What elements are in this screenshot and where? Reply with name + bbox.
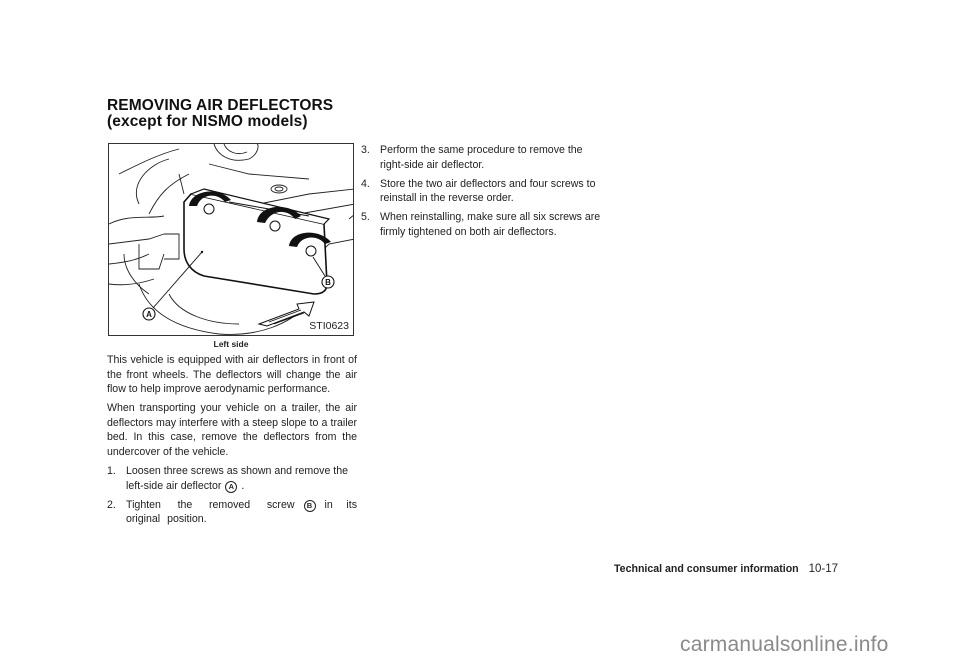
steps-list-part1: [107, 464, 357, 527]
footer-section-title: Technical and consumer information: [614, 563, 799, 575]
step-item: [107, 498, 357, 527]
step-number: 4.: [361, 177, 370, 190]
figure-code: STI0623: [309, 320, 349, 332]
step-text: When reinstalling, make sure all six screws are firmly tightened on both air deflectors.: [380, 211, 601, 238]
illustration-air-deflector: [108, 143, 354, 336]
step-text-after: .: [241, 479, 245, 492]
step-number: 1.: [107, 465, 116, 478]
step-text-after: in its original position.: [126, 498, 357, 526]
watermark: carmanualsonline.info: [680, 633, 889, 656]
step-item: [361, 210, 601, 239]
left-column: [107, 353, 357, 532]
figure-caption: Left side: [213, 339, 249, 349]
page-footer: [614, 563, 838, 575]
heading-line-2: (except for NISMO models): [107, 113, 308, 130]
deflector-diagram: [109, 144, 354, 336]
steps-list-part2: [361, 143, 601, 240]
step-text: Loosen three screws as shown and remove the left-side air deflector: [126, 465, 349, 492]
step-item: [361, 143, 601, 172]
step-item: [107, 464, 357, 493]
intro-paragraph: This vehicle is equipped with air deflectors in front of the front wheels. The deflectors will change the air flow to help improve aerodynamic performance.: [107, 354, 357, 396]
page-number: 10-17: [808, 563, 839, 575]
step-text: Perform the same procedure to remove the right-side air deflector.: [380, 144, 583, 171]
callout-a-icon: A: [225, 481, 237, 493]
step-number: 5.: [361, 211, 370, 224]
callout-b-icon: B: [304, 500, 316, 512]
callout-a: A: [146, 310, 152, 319]
step-text: Tighten the removed screw: [126, 498, 295, 511]
heading-line-1: REMOVING AIR DEFLECTORS: [107, 97, 334, 114]
callout-b: B: [325, 278, 331, 287]
right-column: [361, 143, 601, 244]
section-heading: [107, 98, 407, 130]
transport-paragraph: When transporting your vehicle on a trailer, the air deflectors may interfere with a steep slope to a trailer bed. In this case, remove the deflectors from the undercover of the vehicle.: [107, 402, 357, 459]
step-number: 3.: [361, 144, 370, 156]
step-number: 2.: [107, 498, 116, 511]
step-text: Store the two air deflectors and four screws to reinstall in the reverse order.: [380, 177, 596, 205]
step-item: [361, 177, 601, 206]
